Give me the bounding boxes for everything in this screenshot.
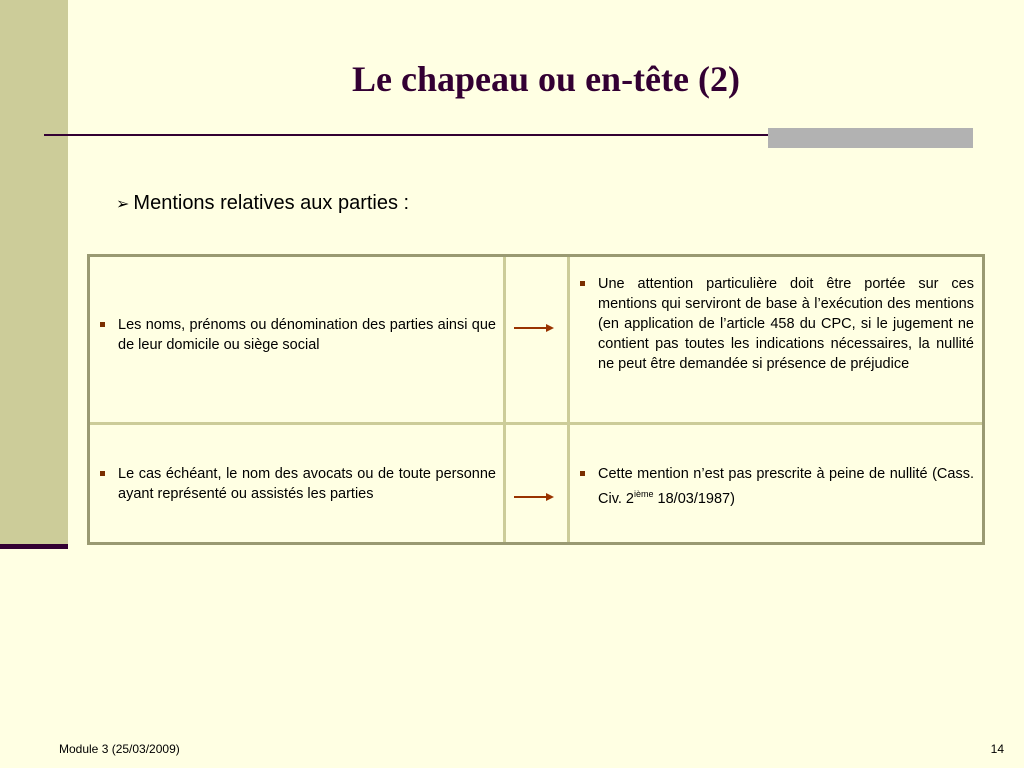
list-item [100,315,496,355]
footer-module-label: Module 3 (25/03/2009) [59,742,180,756]
row-2-left-text: Le cas échéant, le nom des avocats ou de toute personne ayant représenté ou assistés les parties [118,466,496,502]
table-cell-right [580,274,974,374]
right-arrow-icon [514,491,554,503]
mentions-table [87,254,985,545]
row-2-right-text-main: Cette mention n’est pas prescrite à peine de nullité (Cass. Civ. 2 [598,466,974,507]
row-1-left-text: Les noms, prénoms ou dénomination des parties ainsi que de leur domicile ou siège social [118,317,496,353]
sidebar-band [0,0,68,546]
slide-title: Le chapeau ou en-tête (2) [352,59,740,99]
square-bullet-icon [100,322,105,327]
square-bullet-icon [100,471,105,476]
ordinal-superscript: ième [634,489,654,499]
row-2-right-text [598,466,974,507]
list-item [100,464,496,504]
table-cell-left [100,464,496,504]
table-cell-left [100,315,496,355]
square-bullet-icon [580,471,585,476]
page-number: 14 [990,742,1004,756]
row-2-right-text-date: 18/03/1987) [653,490,735,507]
subheading [116,192,409,215]
list-item [580,464,974,509]
list-item [580,274,974,374]
row-1-right-text: Une attention particulière doit être portée sur ces mentions qui serviront de base à l’exécution des mentions (en application de l’article 458 du CPC, si le jugement ne contient pas toutes les indications nécessaires, la nullité ne peut être demandée si présence de préjudice [598,276,974,372]
sidebar-accent-line [0,544,68,549]
square-bullet-icon [580,281,585,286]
column-divider [503,257,506,542]
column-divider [567,257,570,542]
table-cell-right [580,464,974,509]
row-divider [90,422,982,425]
title-rule-accent [768,128,973,148]
subheading-text: Mentions relatives aux parties : [133,192,410,214]
arrow-bullet-icon: ➢ [116,196,130,213]
right-arrow-icon [514,322,554,334]
